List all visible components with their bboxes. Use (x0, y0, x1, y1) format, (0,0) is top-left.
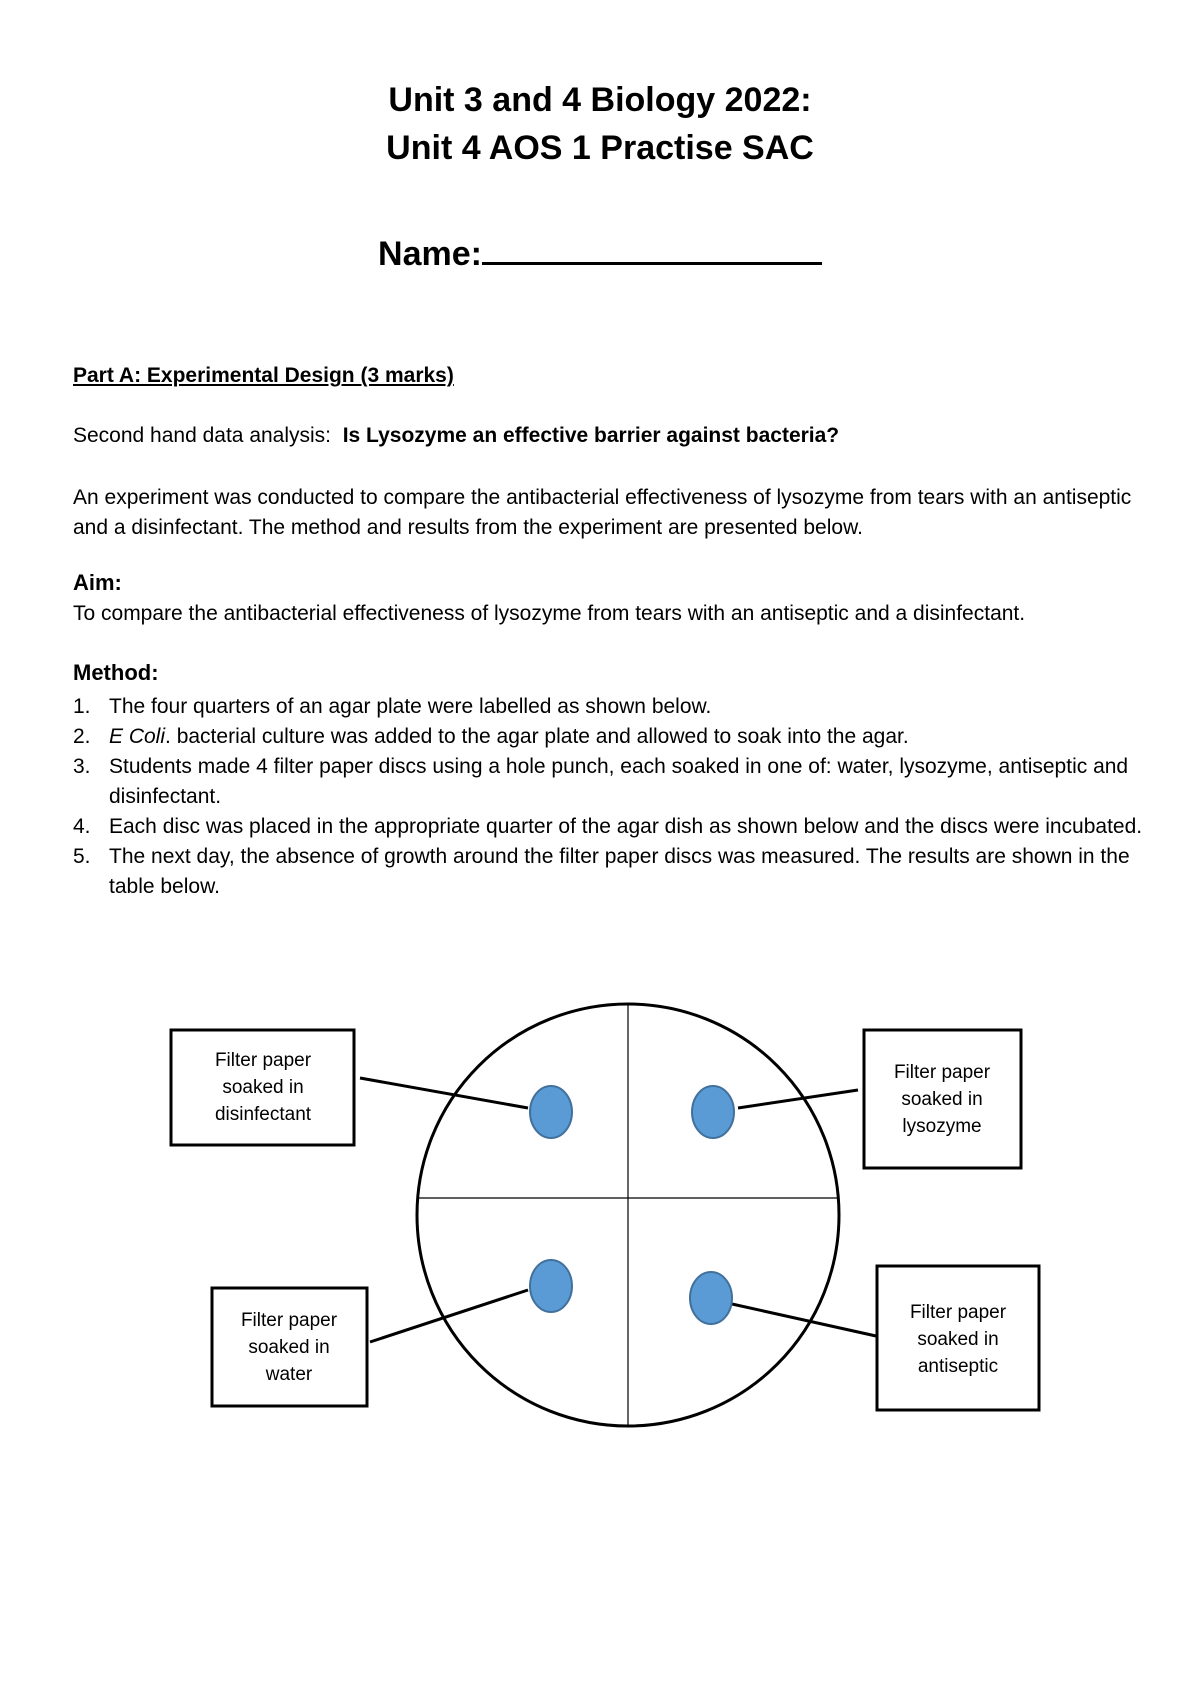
name-label: Name: (378, 235, 482, 273)
step-number: 4. (73, 815, 91, 838)
step-number: 1. (73, 695, 91, 718)
label-box-antiseptic (877, 1266, 1039, 1410)
label-box-disinfectant (171, 1030, 354, 1145)
method-step (73, 692, 1153, 722)
analysis-label: Second hand data analysis: (73, 424, 332, 447)
name-blank-line[interactable] (482, 232, 822, 265)
disc-antiseptic (690, 1272, 732, 1324)
part-a-heading: Part A: Experimental Design (3 marks) (73, 364, 454, 387)
analysis-line (73, 424, 839, 448)
method-list (73, 692, 1153, 902)
aim-text: To compare the antibacterial effectiveness of lysozyme from tears with an antiseptic and a disinfectant. (73, 602, 1026, 625)
intro-paragraph: An experiment was conducted to compare the antibacterial effectiveness of lysozyme from tears with an antiseptic and a disinfectant. The method and results from the experiment are presented below. (73, 486, 1132, 539)
disc-lysozyme (692, 1086, 734, 1138)
agar-plate-diagram (0, 960, 1200, 1440)
label-box-water (212, 1288, 367, 1406)
label-text: antiseptic (917, 1356, 999, 1377)
step-text: . bacterial culture was added to the agar plate and allowed to soak into the agar. (165, 725, 909, 748)
step-text: Students made 4 filter paper discs using a hole punch, each soaked in one of: water, lysozyme, antiseptic and disinfectant. (109, 755, 1129, 808)
method-step (73, 752, 1153, 812)
label-text: soaked in (917, 1329, 999, 1350)
method-label: Method: (73, 660, 159, 685)
method-step (73, 812, 1153, 842)
disc-disinfectant (530, 1086, 572, 1138)
label-text: lysozyme (902, 1116, 982, 1137)
label-text: soaked in (901, 1089, 983, 1110)
method-step (73, 842, 1153, 902)
method-step (73, 722, 1153, 752)
label-text: Filter paper (909, 1302, 1007, 1323)
label-text: water (265, 1364, 313, 1385)
step-text: The next day, the absence of growth around the filter paper discs was measured. The results are shown in the table below. (109, 845, 1130, 898)
connector-lysozyme (738, 1090, 858, 1108)
step-number: 5. (73, 845, 91, 868)
connector-water (370, 1290, 528, 1342)
label-text: Filter paper (893, 1062, 991, 1083)
aim-label: Aim: (73, 570, 122, 595)
label-box-lysozyme (864, 1030, 1021, 1168)
document-title (0, 76, 1200, 172)
step-italic: E Coli (109, 725, 166, 748)
step-text: The four quarters of an agar plate were labelled as shown below. (109, 695, 712, 718)
label-text: disinfectant (214, 1104, 312, 1125)
label-text: Filter paper (240, 1310, 338, 1331)
analysis-question: Is Lysozyme an effective barrier against bacteria? (342, 424, 840, 447)
title-line-2: Unit 4 AOS 1 Practise SAC (386, 129, 814, 167)
label-text: Filter paper (214, 1050, 312, 1071)
connector-disinfectant (360, 1078, 528, 1108)
step-text: Each disc was placed in the appropriate quarter of the agar dish as shown below and the discs were incubated. (109, 815, 1143, 838)
name-field[interactable] (0, 232, 1200, 274)
label-text: soaked in (222, 1077, 304, 1098)
step-number: 2. (73, 725, 91, 748)
disc-water (530, 1260, 572, 1312)
title-line-1: Unit 3 and 4 Biology 2022: (388, 81, 812, 119)
step-number: 3. (73, 755, 91, 778)
label-text: soaked in (248, 1337, 330, 1358)
